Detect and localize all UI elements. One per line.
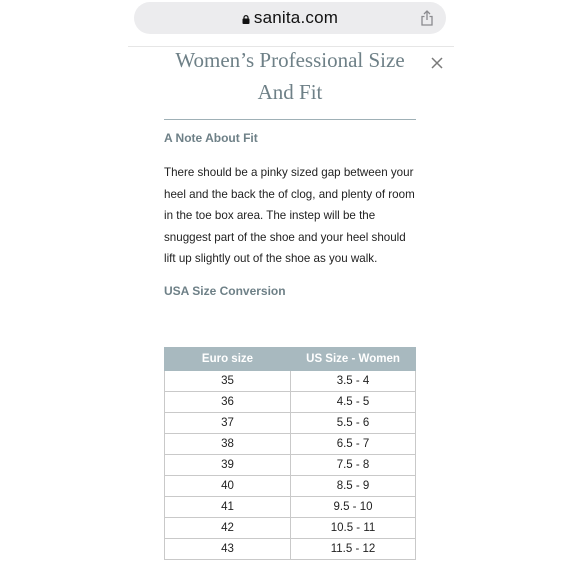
euro-size-cell: 38 — [165, 434, 291, 455]
lock-icon — [242, 15, 250, 24]
title-divider — [164, 119, 416, 120]
column-header-euro: Euro size — [165, 348, 291, 371]
euro-size-cell: 35 — [165, 371, 291, 392]
address-bar[interactable] — [134, 2, 446, 34]
us-size-cell: 4.5 - 5 — [291, 392, 416, 413]
share-icon[interactable] — [420, 10, 434, 26]
fit-heading: A Note About Fit — [164, 131, 258, 145]
us-size-cell: 8.5 - 9 — [291, 476, 416, 497]
table-header-row — [165, 348, 416, 371]
us-size-cell: 10.5 - 11 — [291, 518, 416, 539]
us-size-cell: 5.5 - 6 — [291, 413, 416, 434]
close-icon[interactable] — [428, 54, 446, 72]
us-size-cell: 6.5 - 7 — [291, 434, 416, 455]
euro-size-cell: 36 — [165, 392, 291, 413]
left-margin — [0, 0, 128, 580]
conversion-heading: USA Size Conversion — [164, 284, 286, 298]
us-size-cell: 3.5 - 4 — [291, 371, 416, 392]
us-size-cell: 11.5 - 12 — [291, 539, 416, 560]
us-size-cell: 7.5 - 8 — [291, 455, 416, 476]
table-row — [165, 518, 416, 539]
table-row — [165, 497, 416, 518]
euro-size-cell: 41 — [165, 497, 291, 518]
us-size-cell: 9.5 - 10 — [291, 497, 416, 518]
table-row — [165, 371, 416, 392]
euro-size-cell: 40 — [165, 476, 291, 497]
url-text: sanita.com — [253, 8, 339, 27]
column-header-us: US Size - Women — [291, 348, 416, 371]
table-row — [165, 392, 416, 413]
table-row — [165, 539, 416, 560]
euro-size-cell: 42 — [165, 518, 291, 539]
phone-screen — [128, 0, 454, 580]
table-row — [165, 455, 416, 476]
modal-title: Women’s Professional Size And Fit — [175, 48, 405, 104]
euro-size-cell: 37 — [165, 413, 291, 434]
euro-size-cell: 43 — [165, 539, 291, 560]
table-row — [165, 476, 416, 497]
size-conversion-table — [164, 347, 416, 560]
table-row — [165, 413, 416, 434]
fit-description: There should be a pinky sized gap between your heel and the back the of clog, and plenty of room in the toe box area. The instep will be the snuggest part of the shoe and your heel should lift up slightly out of the shoe as you walk. — [164, 166, 415, 265]
table-row — [165, 434, 416, 455]
right-margin — [452, 0, 580, 580]
euro-size-cell: 39 — [165, 455, 291, 476]
